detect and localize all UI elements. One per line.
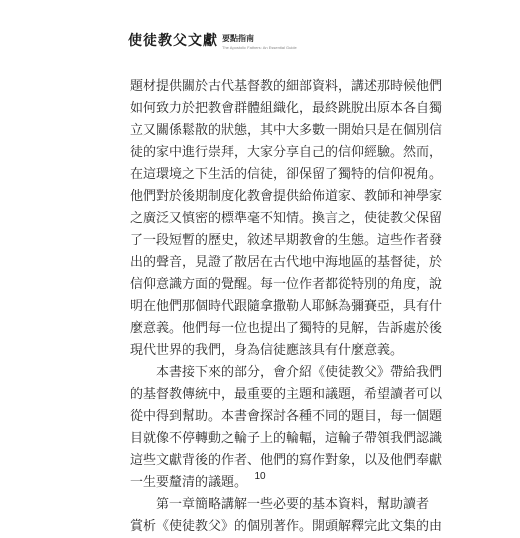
text-line: 麼意義。他們每一位也提出了獨特的見解，告訴處於後 <box>130 321 443 336</box>
text-line: 現代世界的我們，身為信徒應該具有什麼意義。 <box>130 343 404 358</box>
book-subtitle-english: The Apostolic Fathers: An Essential Guide <box>222 45 297 50</box>
text-line: 的基督教傳統中，最重要的主題和議題，希望讀者可以 <box>130 387 443 402</box>
body-text <box>130 76 443 538</box>
book-subtitle: 要點指南 <box>222 34 254 43</box>
text-line: 了一段短暫的歷史，敘述早期教會的生態。這些作者發 <box>130 233 443 248</box>
text-line: 這些文獻背後的作者、他們的寫作對象，以及他們奉獻 <box>130 453 443 468</box>
text-line: 如何致力於把教會群體組織化，最終跳脫出原本各自獨 <box>130 101 443 116</box>
text-line: 信仰意識方面的覺醒。每一位作者都從特別的角度，說 <box>130 277 443 292</box>
text-line: 在這環境之下生活的信徒，卻保留了獨特的信仰視角。 <box>130 167 443 182</box>
text-line: 明在他們那個時代跟隨拿撒勒人耶穌為彌賽亞，具有什 <box>130 299 443 314</box>
text-line: 目就像不停轉動之輪子上的輪輻，這輪子帶領我們認識 <box>130 431 443 446</box>
text-line: 出的聲音，見證了散居在古代地中海地區的基督徒，於 <box>130 255 443 270</box>
text-line: 題材提供關於古代基督教的細部資料，講述那時候他們 <box>130 79 443 94</box>
text-line: 立又關係鬆散的狀態，其中大多數一開始只是在個別信 <box>130 123 443 138</box>
paragraph <box>130 494 443 538</box>
page-number: 10 <box>254 471 266 482</box>
header-subtitle-block <box>222 34 297 51</box>
paragraph <box>130 76 443 362</box>
text-line: 第一章簡略講解一些必要的基本資料，幫助讀者 <box>130 497 430 512</box>
text-line: 一生要釐清的議題。 <box>130 475 248 490</box>
running-header <box>128 32 297 51</box>
book-title: 使徒教父文獻 <box>128 33 218 49</box>
text-line: 之廣泛又慎密的標準毫不知情。換言之，使徒教父保留 <box>130 211 443 226</box>
text-line: 他們對於後期制度化教會提供給佈道家、教師和神學家 <box>130 189 443 204</box>
text-line: 賞析《使徒教父》的個別著作。開頭解釋完此文集的由 <box>130 519 443 534</box>
text-line: 從中得到幫助。本書會探討各種不同的題目，每一個題 <box>130 409 443 424</box>
text-line: 本書接下來的部分，會介紹《使徒教父》帶給我們 <box>130 365 443 380</box>
text-line: 徒的家中進行崇拜，大家分享自己的信仰經驗。然而， <box>130 145 443 160</box>
